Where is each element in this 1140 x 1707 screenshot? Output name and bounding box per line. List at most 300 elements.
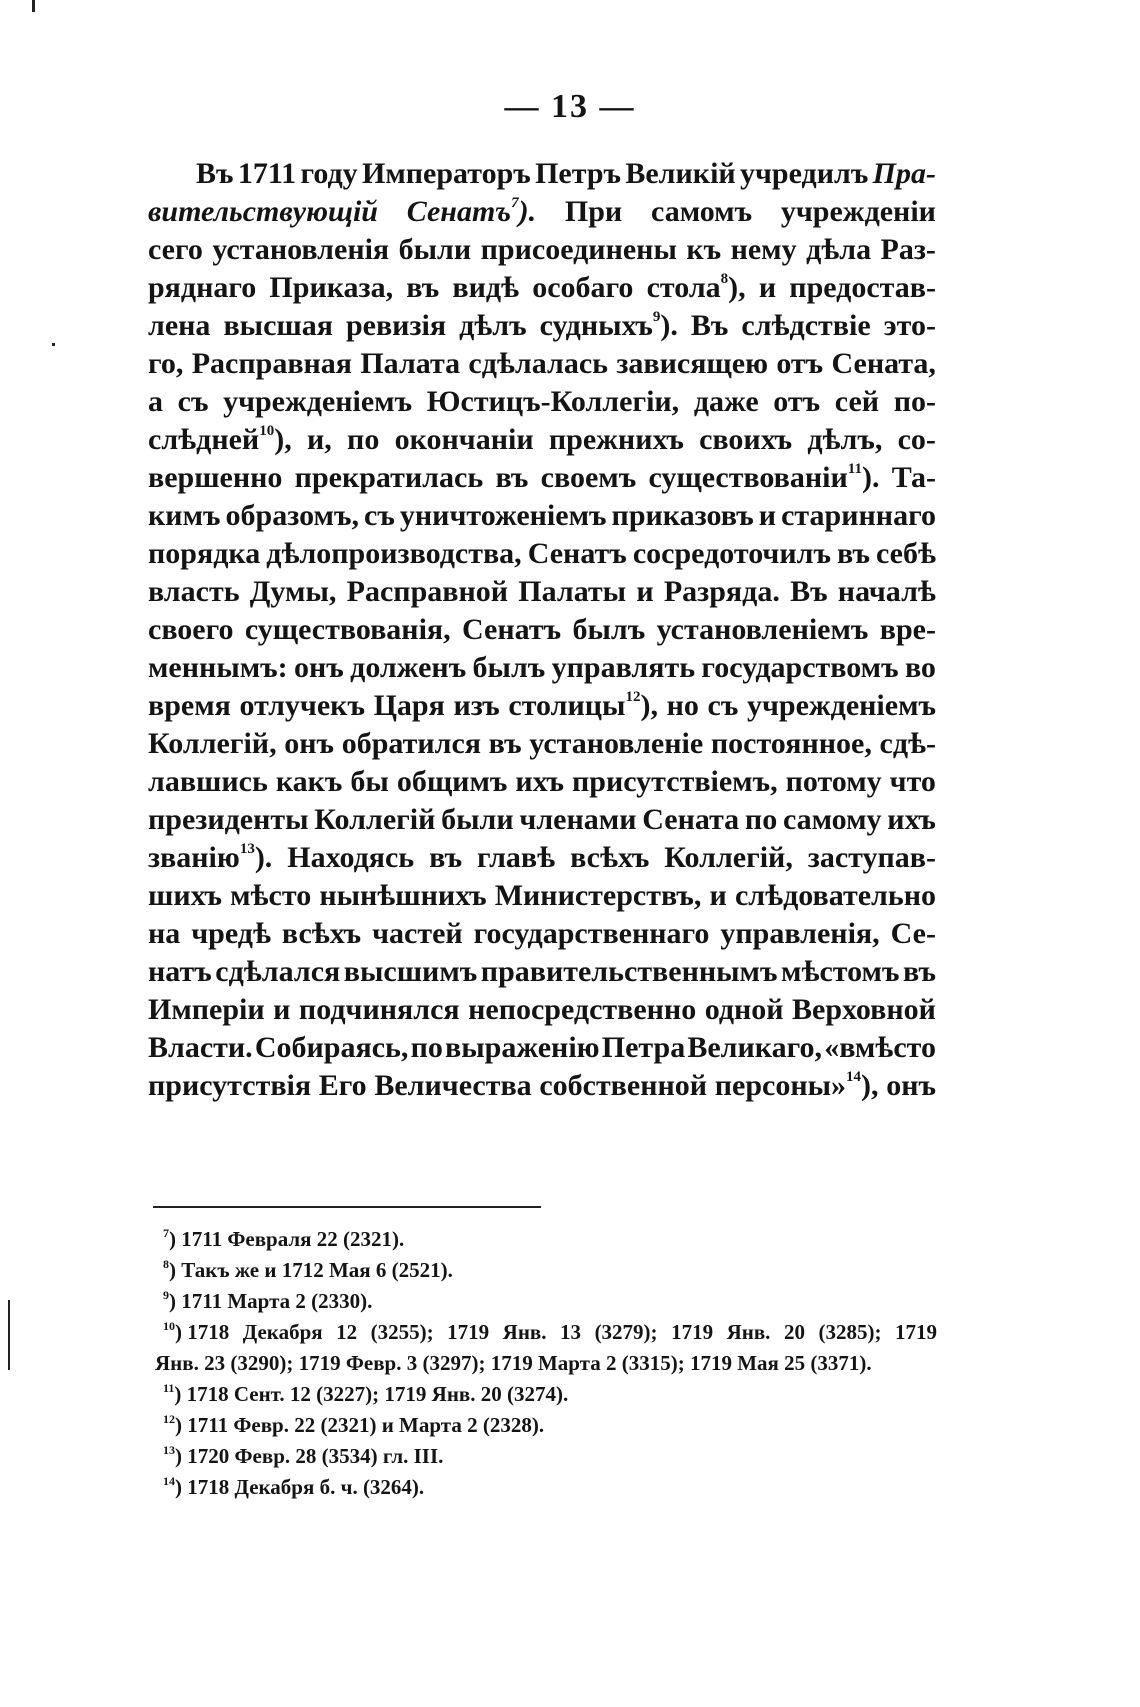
word [783,801,882,839]
footnote-number: 8 [163,1257,169,1271]
word-text: и [636,575,654,608]
text-line [148,763,936,801]
word [223,383,412,421]
footnote-word: 13 [560,1320,582,1344]
word-text: Пра- [872,157,936,190]
word-text: членами [519,803,637,836]
word [238,155,296,193]
word [570,839,649,877]
word [452,269,519,307]
text-line [148,421,936,459]
word [468,991,696,1029]
footnote-word: 12 [336,1320,358,1344]
word [400,497,607,535]
word-text: Сенатъ [406,195,512,228]
word [148,611,234,649]
word [477,839,555,877]
word-text: своемъ [540,461,637,494]
word-text: натъ [148,955,212,988]
word-text: окончаніи [394,423,534,456]
word-text: зависящею [616,347,768,380]
word-text: Въ [690,309,729,342]
word [837,535,870,573]
footnote-word: (3285); [818,1320,882,1344]
word [192,345,352,383]
word [792,991,936,1029]
text-line [148,1067,936,1105]
word-text: былъ [572,613,646,646]
word [282,915,361,953]
word-text: меннымъ: [148,651,288,684]
word [540,307,678,345]
word [715,1067,879,1105]
word [495,459,528,497]
word-text: Та- [891,461,936,494]
word-text: съ [364,499,395,532]
footnote-number: 14 [163,1474,175,1488]
word [824,1029,936,1067]
word-text: главѣ [477,841,556,874]
word [625,155,735,193]
word [515,763,564,801]
text-line [148,307,936,345]
word-text: выраженію [445,1031,600,1064]
footnote-ref-paren: ), [274,423,292,456]
word [481,231,677,269]
footnote [155,1472,937,1503]
footnote-word: Янв. [502,1320,547,1344]
word [226,497,359,535]
word [148,649,288,687]
text-line [148,801,936,839]
word-text: лена [148,309,211,342]
footnote-text: 1718 Сент. 12 (3227); 1719 Янв. 20 (3274). [186,1382,569,1406]
word-text: Сената [642,803,740,836]
word [529,725,703,763]
word-text: съ [177,385,209,418]
word [397,763,508,801]
word [892,459,936,497]
word [148,801,309,839]
word-text: 1711 [237,157,297,190]
word [407,193,536,231]
word-text: ревизія [345,309,447,342]
word-text: всѣхъ [570,841,650,874]
word [294,649,344,687]
word [887,801,936,839]
word-text: Се- [890,917,936,950]
word [790,573,828,611]
word-text: въ [837,537,870,570]
word-text: подчинялся [298,993,460,1026]
word [807,421,882,459]
word-text: Министерствъ, [494,879,702,912]
word [773,383,820,421]
word [891,915,936,953]
word-text: кимъ [148,499,221,532]
word-text: установленіе [529,727,704,760]
word [886,1067,936,1105]
word [441,801,514,839]
word [148,687,231,725]
word-text: сдѣлался [215,955,341,988]
word-text: слѣдней [148,423,260,456]
word-text: заступав- [807,841,936,874]
word [307,421,332,459]
word [148,1067,311,1105]
word [406,269,439,307]
footnote-word: (3255); [370,1320,434,1344]
word [319,1067,367,1105]
word-text: Сенатъ [462,613,562,646]
footnote [155,1286,937,1317]
word-text: лавшись [148,765,268,798]
word-text: нему [730,233,797,266]
word [255,1029,409,1067]
word-text: власть [148,575,240,608]
footnote-ref: 7 [511,195,519,211]
word-text: и, [306,423,332,456]
footnote-text: 1720 Февр. 28 (3534) гл. III. [187,1444,444,1468]
word [148,269,256,307]
word [894,383,936,421]
word-text: сдѣ- [879,727,936,760]
word [319,877,486,915]
footnote-word: 20 [783,1320,805,1344]
word-text: постоянное, [710,727,872,760]
footnote-marker: $^7$) [163,1226,182,1251]
word [808,839,936,877]
word-text: дѣла [806,233,872,266]
word-text: и [758,499,777,532]
word-text: прежнихъ [548,423,684,456]
word-text: собственной [539,1069,708,1102]
word [519,801,636,839]
word [148,915,180,953]
word-text: Палаты [518,575,627,608]
word [342,725,481,763]
word-text: Коллегій [314,803,436,836]
word-text: изъ [453,689,500,722]
word-text: въ [903,955,936,988]
word-text: управлять [551,651,696,684]
footnote-word: 1719 [447,1320,490,1344]
scan-mark [8,1300,10,1370]
word [462,611,561,649]
word [731,231,797,269]
footnote-marker: $^{13}$) [163,1443,188,1468]
word [549,421,684,459]
word [636,573,653,611]
word [565,193,622,231]
footnote [155,1441,937,1472]
word [299,991,460,1029]
word [664,573,780,611]
word-text: Коллегій, [664,841,793,874]
word [459,307,527,345]
word [873,155,936,193]
word [880,611,936,649]
word [541,459,637,497]
word [148,877,222,915]
footnote-number: 9 [163,1288,169,1302]
word-text: вершенно [148,461,283,494]
word-text: Расправная [191,347,353,380]
word-text: Въ [196,157,234,190]
page-number: — 13 — [504,88,636,125]
word-text: Юстицъ-Коллегіи, [426,385,680,418]
footnote-ref-paren: ). [518,195,537,228]
word [602,1029,685,1067]
word-text: одной [704,993,784,1026]
word-text: общимъ [396,765,508,798]
text-line [148,193,936,231]
word-text: Приказа, [269,271,394,304]
word [344,953,477,991]
word [196,155,234,193]
word [759,269,776,307]
footnote-text: 1711 Марта 2 (2330). [181,1289,373,1313]
word-text: Имперіи [148,993,265,1026]
word-text: судныхъ [539,309,653,342]
word [411,1029,443,1067]
word [148,421,292,459]
word-text: Собираясь, [254,1031,409,1064]
text-line [148,383,936,421]
word-text: слѣдствіе [741,309,871,342]
word [148,193,378,231]
word [535,155,621,193]
word-text: «вмѣсто [824,1031,936,1064]
word [664,839,793,877]
word-text: а [148,385,163,418]
word [223,307,333,345]
word [453,687,499,725]
word-text: видѣ [452,271,520,304]
footnote [155,1224,937,1255]
word-text: уничтоженіемъ [399,499,607,532]
word-text: Великій [625,157,736,190]
footnote-text: Янв. 23 (3290); 1719 Февр. 3 (3297); 1719 Марта 2 (3315); 1719 Мая 25 (3371). [155,1351,872,1375]
footnote-ref: 13 [239,841,255,857]
word-text: началѣ [837,575,936,608]
word-text: персоны» [714,1069,847,1102]
word [148,839,272,877]
word-text: Расправной [346,575,509,608]
word-text: по- [893,385,936,418]
word [890,763,936,801]
word [148,231,203,269]
footnote-text: 1711 Февр. 22 (2321) и Марта 2 (2328). [187,1413,545,1437]
text-line [148,345,936,383]
word-text: Сенатъ [527,537,627,570]
word-text: самому [782,803,882,836]
footnote [155,1317,937,1348]
text-line [148,725,936,763]
word [687,1029,822,1067]
footnote-ref-paren: ). [861,461,880,494]
word-text: году [300,157,358,190]
footnote-ref: 9 [652,309,661,325]
word [468,345,608,383]
word-text: Думы, [249,575,337,608]
word [230,877,311,915]
word-text: своего [148,613,234,646]
word [905,649,936,687]
word [212,231,389,269]
footnote-word: (3279); [594,1320,658,1344]
footnote-separator [153,1206,541,1208]
word-text: всѣхъ [281,917,362,950]
footnote-text: 1718 Декабря б. ч. (3264). [187,1475,425,1499]
word [642,801,739,839]
word [473,649,546,687]
footnote-marker: $^{12}$) [163,1412,188,1437]
word-text: званію [148,841,240,874]
word-text: президенты [148,803,309,836]
word-text: бы [350,765,389,798]
word-text: долженъ [350,651,467,684]
word [276,763,343,801]
word-text: чредѣ [191,917,271,950]
word-text: Царя [373,689,445,722]
text-line [148,611,936,649]
word-text: установленіемъ [656,613,869,646]
word-text: приказовъ [611,499,754,532]
word-text: слѣдовательно [734,879,936,912]
footnote-number: 7 [163,1226,169,1240]
word [347,421,379,459]
word-text: дѣлопроизводства, [266,537,522,570]
word-text: вре- [879,613,936,646]
word [250,573,337,611]
footnote-marker: $^8$) [163,1257,182,1282]
word-text: государственнаго [473,917,710,950]
word-text: дѣлъ [459,309,527,342]
word [474,915,710,953]
word-text: Императоръ [361,157,531,190]
word-text: самомъ [651,195,753,228]
word [266,535,521,573]
word-text: сей [834,385,880,418]
word-text: нынѣшнихъ [319,879,487,912]
word [178,383,209,421]
word-text: и [758,271,777,304]
word-text: мѣстомъ [781,955,900,988]
word-text: что [889,765,936,798]
word [786,763,882,801]
word-text: со- [897,423,936,456]
word-text: и [273,993,291,1026]
word-text: потому [785,765,882,798]
word-text: къ [686,233,722,266]
text-line [148,535,936,573]
word [657,611,869,649]
word [374,1067,531,1105]
word [781,497,936,535]
word-text: высшимъ [343,955,478,988]
word [633,535,831,573]
word [518,573,626,611]
word [612,497,754,535]
word-text: высшая [223,309,333,342]
word [148,497,221,535]
word-text: обратился [341,727,481,760]
word-text: во [904,651,936,684]
word [295,459,484,497]
text-line [148,269,936,307]
word [532,269,633,307]
word-text: Разряда. [663,575,780,608]
word [708,687,739,725]
word-text: это- [883,309,936,342]
word-text: время [148,689,231,722]
main-paragraph [148,155,936,1105]
word-text: частей [372,917,463,950]
word [191,915,271,953]
word [694,383,759,421]
word-text: существованія, [244,613,451,646]
word-text: но [666,689,699,722]
footnote-number: 11 [163,1381,175,1395]
word-text: управленія, [720,917,880,950]
word [616,345,768,383]
word-text: порядка [148,537,261,570]
word [781,953,899,991]
word-text: Его [318,1069,367,1102]
text-line [148,839,936,877]
text-line [148,915,936,953]
footnote [155,1410,937,1441]
word [148,345,183,383]
word [781,193,936,231]
word-text: въ [429,841,463,874]
word [806,231,871,269]
word-text: Петра [601,1031,686,1064]
word [572,763,778,801]
word [245,611,451,649]
word-text: онъ [294,651,344,684]
word-text: Петръ [535,157,622,190]
word-text: дѣлъ, [807,423,883,456]
word [148,383,163,421]
word [314,801,435,839]
footnote-word: 1719 [671,1320,714,1344]
word [745,801,777,839]
footnote [155,1255,937,1286]
word [741,307,870,345]
word-text: присутствія [148,1069,312,1102]
footnote-ref-paren: ), [640,689,658,722]
word-text: по [347,423,380,456]
word [835,383,879,421]
word-text: на [148,917,181,950]
word-text: ихъ [887,803,936,836]
footnote-number: 13 [163,1443,175,1457]
word-text: стола [646,271,721,304]
scan-mark [32,0,35,12]
word [429,839,462,877]
word [148,763,268,801]
word-text: онъ [886,1069,936,1102]
word-text: по [410,1031,443,1064]
word [720,915,879,953]
word-text: присоединены [480,233,677,266]
footnote-text: Такъ же и 1712 Мая 6 (2521). [181,1258,453,1282]
word-text: шихъ [148,879,222,912]
word [747,687,936,725]
word [374,687,445,725]
